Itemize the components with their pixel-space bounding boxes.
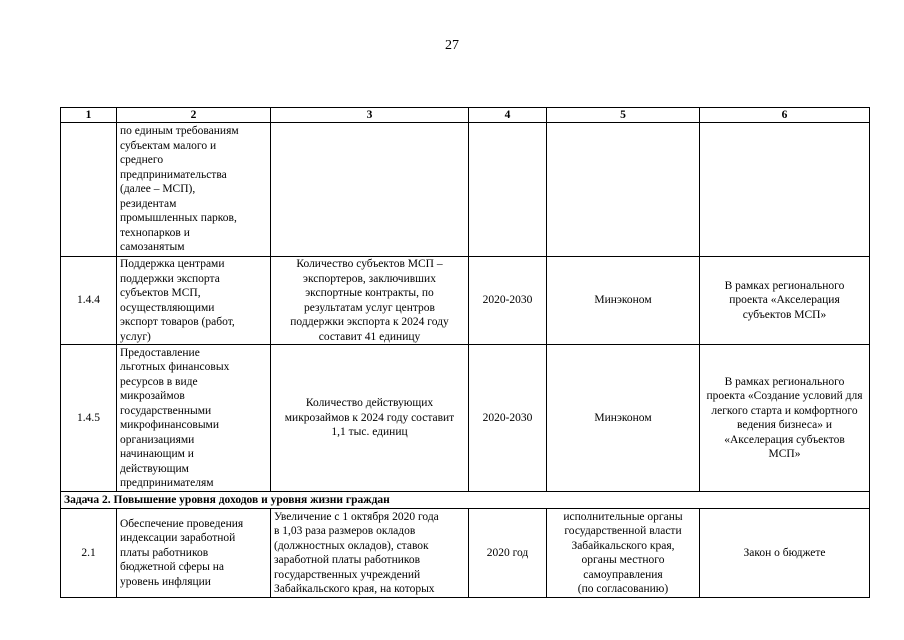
measure-name: Предоставление льготных финансовых ресурсов в виде микрозаймов государственными микрофинансовыми организациями начинающим и действующим предпринимателям (117, 345, 271, 492)
executor-text: Минэконом (547, 257, 700, 345)
executor-text: Минэконом (547, 345, 700, 492)
note-text: В рамках регионального проекта «Акселерация субъектов МСП» (700, 257, 870, 345)
task-heading: Задача 2. Повышение уровня доходов и уровня жизни граждан (61, 492, 870, 509)
col-header-2: 2 (117, 108, 271, 123)
period-text: 2020 год (469, 509, 547, 598)
col-header-6: 6 (700, 108, 870, 123)
col-header-4: 4 (469, 108, 547, 123)
executor-text (547, 123, 700, 257)
note-text: В рамках регионального проекта «Создание условий для легкого старта и комфортного ведения бизнеса» и «Акселерация субъектов МСП» (700, 345, 870, 492)
page-number: 27 (445, 38, 459, 53)
period-text: 2020-2030 (469, 257, 547, 345)
row-number: 1.4.5 (61, 345, 117, 492)
indicator-text: Количество субъектов МСП – экспортеров, заключивших экспортные контракты, по результатам услуг центров поддержки экспорта к 2024 году составит 41 единицу (271, 257, 469, 345)
period-text (469, 123, 547, 257)
executor-text: исполнительные органы государственной власти Забайкальского края, органы местного самоуправления (по согласованию) (547, 509, 700, 598)
table-row (61, 509, 870, 598)
table-row (61, 123, 870, 257)
period-text: 2020-2030 (469, 345, 547, 492)
row-number: 2.1 (61, 509, 117, 598)
note-text (700, 123, 870, 257)
table-row (61, 345, 870, 492)
indicator-text: Количество действующих микрозаймов к 2024 году составит 1,1 тыс. единиц (271, 345, 469, 492)
col-header-1: 1 (61, 108, 117, 123)
measure-name: Обеспечение проведения индексации заработной платы работников бюджетной сферы на уровень инфляции (117, 509, 271, 598)
indicator-text: Увеличение с 1 октября 2020 года в 1,03 раза размеров окладов (должностных окладов), ставок заработной платы работников государственных учреждений Забайкальского края, на которых (271, 509, 469, 598)
table-row (61, 257, 870, 345)
measure-name: Поддержка центрами поддержки экспорта субъектов МСП, осуществляющими экспорт товаров (работ, услуг) (117, 257, 271, 345)
col-header-5: 5 (547, 108, 700, 123)
col-header-3: 3 (271, 108, 469, 123)
note-text: Закон о бюджете (700, 509, 870, 598)
row-number: 1.4.4 (61, 257, 117, 345)
task-heading-row (61, 492, 870, 509)
indicator-text (271, 123, 469, 257)
row-number (61, 123, 117, 257)
measure-name: по единым требованиям субъектам малого и среднего предпринимательства (далее – МСП), резидентам промышленных парков, технопарков и самозанятым (117, 123, 271, 257)
plan-table (60, 107, 870, 598)
table-header-row (61, 108, 870, 123)
